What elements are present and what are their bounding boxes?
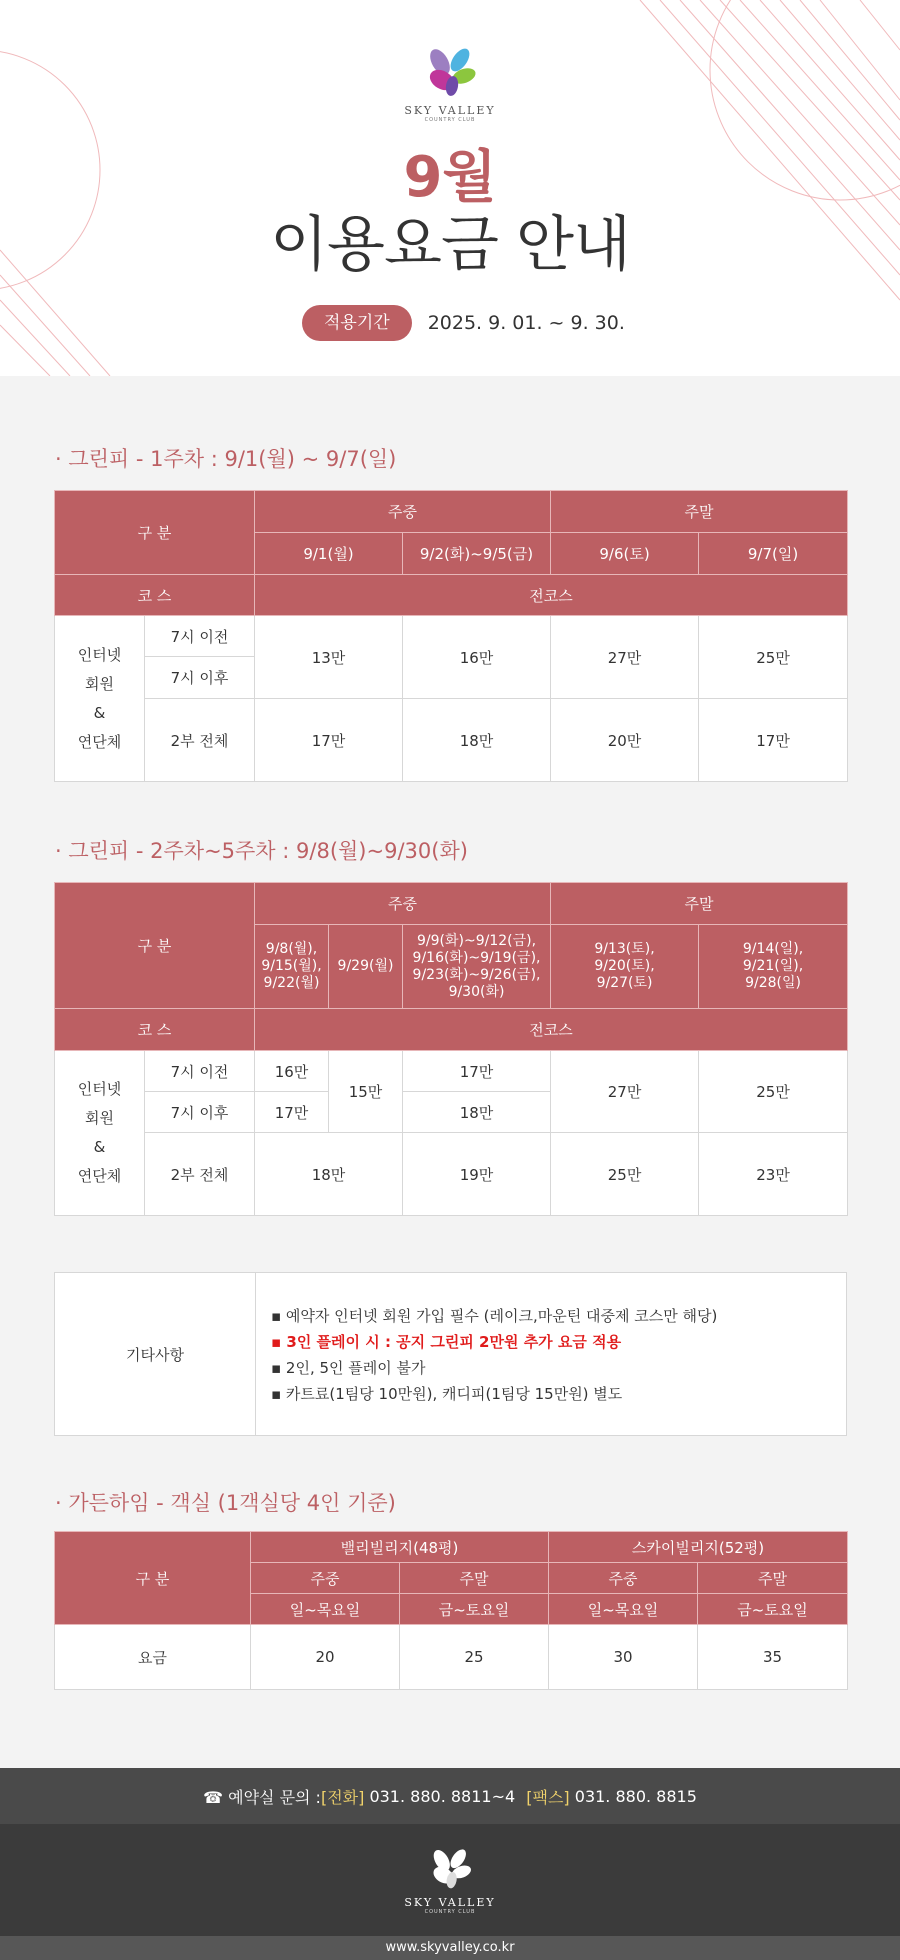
member-label (55, 1051, 145, 1216)
period-row (302, 305, 625, 341)
price-cell: 23만 (699, 1133, 848, 1216)
header-weekend: 주말 (551, 491, 848, 533)
sub-header: 주말 (400, 1563, 549, 1594)
row-label: 2부 전체 (145, 1133, 255, 1216)
member-line: 연단체 (77, 1167, 122, 1185)
price-cell: 20 (251, 1625, 400, 1690)
day-header: 일~목요일 (549, 1594, 698, 1625)
date-line: 9/15(월), (261, 958, 322, 974)
date-header: 9/6(토) (551, 533, 699, 575)
course-value: 전코스 (255, 1009, 848, 1051)
header-weekday: 주중 (255, 491, 551, 533)
room-rate-table (54, 1531, 848, 1690)
date-header (255, 925, 329, 1009)
member-line: 회원 (85, 674, 114, 693)
header-gubun: 구 분 (55, 1532, 251, 1625)
fax-label: [팩스] (526, 1787, 570, 1807)
misc-item: ▪ 예약자 인터넷 회원 가입 필수 (레이크,마운틴 대중제 코스만 해당) (271, 1307, 718, 1325)
brand-logo (400, 42, 500, 123)
price-cell: 17만 (255, 1092, 329, 1133)
price-cell: 18만 (403, 1092, 551, 1133)
date-line: 9/16(화)~9/19(금), (412, 949, 541, 966)
date-line: 9/27(토) (596, 975, 653, 991)
page-header (0, 0, 900, 376)
date-header (329, 925, 403, 1009)
greenfee-week2-5-table (54, 882, 848, 1216)
date-line: 9/21(일), (742, 958, 804, 974)
member-line: & (93, 703, 106, 722)
day-header: 금~토요일 (698, 1594, 848, 1625)
website-link[interactable]: www.skyvalley.co.kr (0, 1936, 900, 1960)
date-line: 9/28(일) (745, 975, 801, 991)
date-line: 9/22(월) (263, 975, 320, 991)
section3-title: · 가든하임 - 객실 (1객실당 4인 기준) (55, 1491, 396, 1515)
misc-item: ▪ 카트료(1팀당 10만원), 캐디피(1팀당 15만원) 별도 (271, 1385, 623, 1403)
fax-number: 031. 880. 8815 (569, 1786, 697, 1806)
footer-logo (400, 1844, 500, 1915)
member-line: 연단체 (77, 732, 122, 751)
brand-name: SKY VALLEY (404, 1896, 496, 1909)
date-line: 9/13(토), (594, 941, 655, 957)
date-line: 9/29(월) (337, 958, 394, 974)
misc-notes-box (54, 1272, 847, 1436)
price-cell: 15만 (329, 1051, 403, 1133)
sub-header: 주중 (549, 1563, 698, 1594)
greenfee-week1-table (54, 490, 848, 782)
page-title: 이용요금 안내 (270, 210, 630, 280)
member-line: 인터넷 (77, 1080, 122, 1098)
tel-label: [전화] (320, 1787, 365, 1807)
section1-title: · 그린피 - 1주차 : 9/1(월) ~ 9/7(일) (55, 447, 397, 471)
row-label: 2부 전체 (145, 699, 255, 782)
brand-sub: COUNTRY CLUB (424, 1909, 476, 1915)
price-cell: 27만 (551, 616, 699, 699)
header-weekend: 주말 (551, 883, 848, 925)
course-label: 코 스 (55, 1009, 255, 1051)
flower-logo-icon (425, 1844, 475, 1890)
price-cell: 13만 (255, 616, 403, 699)
price-cell: 17만 (255, 699, 403, 782)
course-value: 전코스 (255, 575, 848, 616)
member-line: 인터넷 (77, 645, 122, 664)
price-cell: 20만 (551, 699, 699, 782)
price-cell: 16만 (255, 1051, 329, 1092)
price-cell: 25 (400, 1625, 549, 1690)
row-label: 7시 이전 (145, 1051, 255, 1092)
section2-title: · 그린피 - 2주차~5주차 : 9/8(월)~9/30(화) (55, 839, 468, 863)
period-badge: 적용기간 (302, 305, 412, 341)
group-header: 밸리빌리지(48평) (251, 1532, 549, 1563)
price-cell: 25만 (699, 1051, 848, 1133)
misc-item-highlight: ▪ 3인 플레이 시 : 공지 그린피 2만원 추가 요금 적용 (271, 1333, 622, 1351)
day-header: 금~토요일 (400, 1594, 549, 1625)
price-cell: 19만 (403, 1133, 551, 1216)
price-cell: 17만 (403, 1051, 551, 1092)
member-line: 회원 (85, 1109, 114, 1127)
date-line: 9/9(화)~9/12(금), (416, 932, 537, 949)
misc-label: 기타사항 (55, 1273, 256, 1435)
date-header (403, 925, 551, 1009)
group-header: 스카이빌리지(52평) (549, 1532, 848, 1563)
date-header: 9/7(일) (699, 533, 848, 575)
brand-sub: COUNTRY CLUB (424, 117, 476, 123)
course-label: 코 스 (55, 575, 255, 616)
date-header: 9/2(화)~9/5(금) (403, 533, 551, 575)
date-line: 9/30(화) (448, 983, 505, 1000)
date-header (551, 925, 699, 1009)
sub-header: 주중 (251, 1563, 400, 1594)
contact-bar (0, 1768, 900, 1824)
brand-name: SKY VALLEY (404, 104, 496, 117)
price-cell: 18만 (255, 1133, 403, 1216)
row-label: 7시 이후 (145, 1092, 255, 1133)
tel-number[interactable]: 031. 880. 8811~4 (364, 1786, 521, 1806)
title-month: 9월 (403, 145, 497, 210)
row-label: 요금 (55, 1625, 251, 1690)
misc-list (271, 1303, 717, 1407)
period-text: 2025. 9. 01. ~ 9. 30. (427, 312, 625, 334)
header-gubun: 구 분 (55, 491, 255, 575)
row-label: 7시 이후 (145, 657, 255, 699)
contact-prefix: ☎ 예약실 문의 : (203, 1787, 321, 1807)
footer-main (0, 1824, 900, 1936)
price-cell: 16만 (403, 616, 551, 699)
price-cell: 25만 (551, 1133, 699, 1216)
sub-header: 주말 (698, 1563, 848, 1594)
misc-item: ▪ 2인, 5인 플레이 불가 (271, 1359, 426, 1377)
date-header: 9/1(월) (255, 533, 403, 575)
member-label (55, 616, 145, 782)
member-line: & (93, 1138, 106, 1156)
date-line: 9/8(월), (265, 941, 318, 957)
day-header: 일~목요일 (251, 1594, 400, 1625)
date-header (699, 925, 848, 1009)
price-cell: 25만 (699, 616, 848, 699)
flower-logo-icon (420, 42, 480, 98)
price-cell: 30 (549, 1625, 698, 1690)
price-cell: 17만 (699, 699, 848, 782)
price-cell: 35 (698, 1625, 848, 1690)
date-line: 9/14(일), (742, 941, 804, 957)
date-line: 9/20(토), (594, 958, 655, 974)
row-label: 7시 이전 (145, 616, 255, 657)
header-gubun: 구 분 (55, 883, 255, 1009)
price-cell: 27만 (551, 1051, 699, 1133)
date-line: 9/23(화)~9/26(금), (412, 966, 541, 983)
header-weekday: 주중 (255, 883, 551, 925)
price-cell: 18만 (403, 699, 551, 782)
